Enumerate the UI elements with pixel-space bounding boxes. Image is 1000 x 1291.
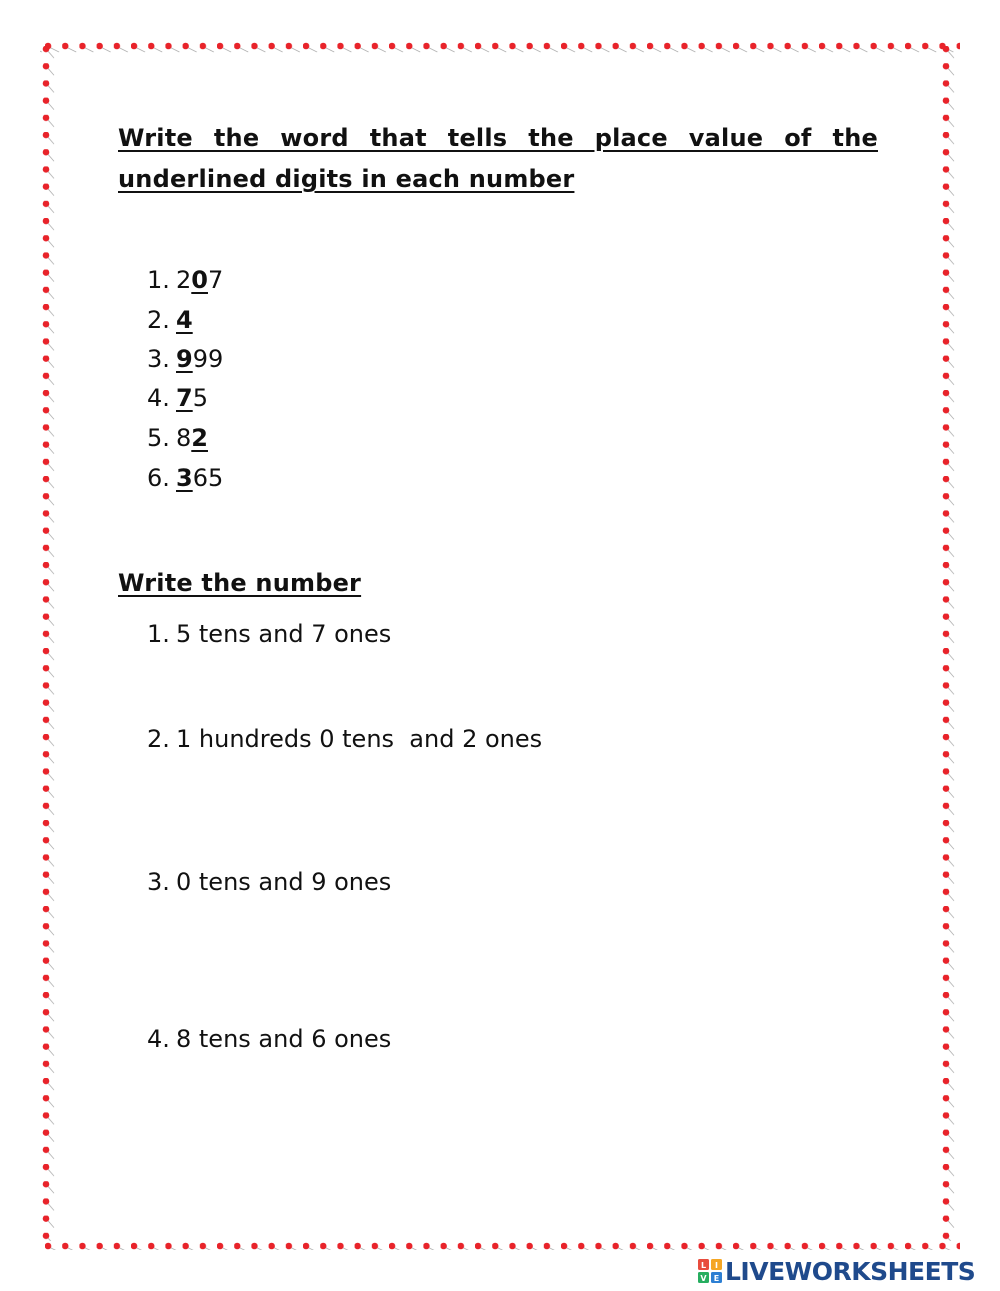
underlined-digit: 7 (176, 384, 193, 412)
section1-heading: Write the word that tells the place value of the underlined digits in each number (118, 124, 878, 193)
item-number: 2. (147, 306, 170, 334)
item-number: 3. (147, 345, 170, 373)
digits-after: 5 (192, 384, 208, 412)
write-number-item-2 (147, 724, 542, 754)
place-value-item-3 (147, 344, 223, 374)
place-value-item-2 (147, 305, 193, 335)
digits-before: 2 (176, 266, 192, 294)
svg-text:L: L (700, 1261, 707, 1270)
underlined-digit: 3 (176, 464, 193, 492)
liveworksheets-logo (698, 1256, 975, 1286)
digits-after: 65 (192, 464, 224, 492)
write-number-item-4 (147, 1024, 391, 1054)
write-number-item-1 (147, 619, 391, 649)
item-number: 4. (147, 384, 170, 412)
item-number: 3. (147, 868, 170, 896)
item-number: 1. (147, 266, 170, 294)
place-value-item-4 (147, 383, 208, 413)
underlined-digit: 2 (191, 424, 208, 452)
item-text: 5 tens and 7 ones (176, 620, 392, 648)
svg-text:V: V (700, 1274, 707, 1283)
underlined-digit: 9 (176, 345, 193, 373)
svg-text:I: I (715, 1261, 718, 1270)
digits-after: 7 (207, 266, 224, 294)
section2-heading: Write the number (118, 569, 362, 597)
write-number-item-3 (147, 867, 391, 897)
digits-after: 99 (192, 345, 224, 373)
item-number: 1. (147, 620, 170, 648)
item-number: 6. (147, 464, 170, 492)
brand-name: LIVEWORKSHEETS (725, 1256, 976, 1286)
place-value-item-5 (147, 423, 208, 453)
place-value-item-1 (147, 265, 223, 295)
item-text: 1 hundreds 0 tens and 2 ones (176, 725, 543, 753)
item-number: 4. (147, 1025, 170, 1053)
svg-text:E: E (713, 1274, 720, 1283)
live-blocks-icon (698, 1259, 722, 1283)
item-text: 8 tens and 6 ones (176, 1025, 392, 1053)
underlined-digit: 0 (191, 266, 208, 294)
item-number: 2. (147, 725, 170, 753)
underlined-digit: 4 (176, 306, 193, 334)
digits-before: 8 (176, 424, 192, 452)
place-value-item-6 (147, 463, 223, 493)
item-number: 5. (147, 424, 170, 452)
item-text: 0 tens and 9 ones (176, 868, 392, 896)
